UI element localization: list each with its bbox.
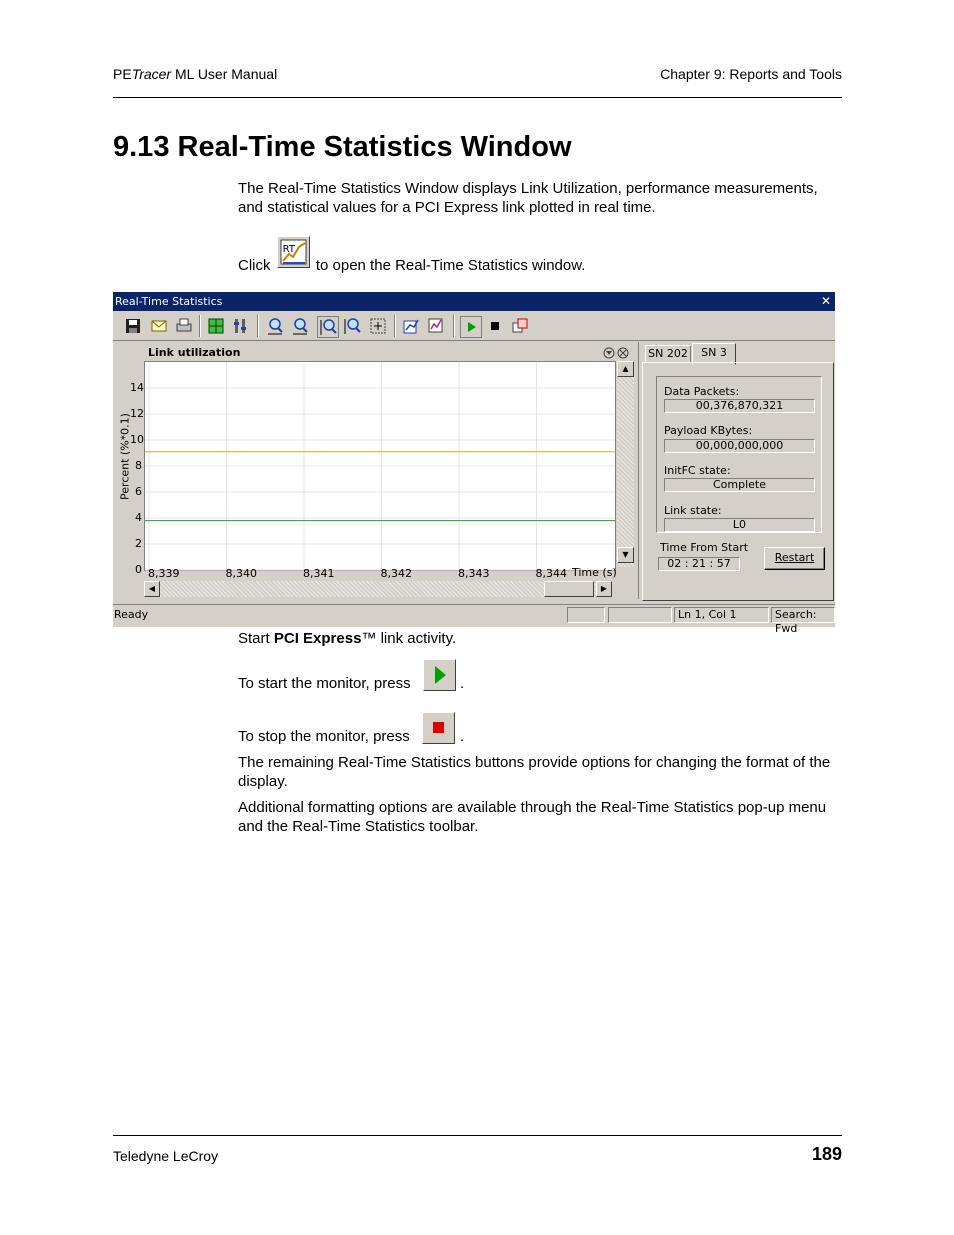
status-bar (113, 604, 835, 635)
settings-icon[interactable] (231, 316, 251, 336)
section-title: 9.13 Real-Time Statistics Window (113, 131, 572, 163)
payload-kbytes-value: 00,000,000,000 (664, 439, 815, 453)
play-icon (424, 660, 455, 690)
zoom-out-vertical-icon[interactable] (342, 316, 362, 336)
remaining-line-2: display. (238, 773, 288, 790)
additional-line-1: Additional formatting options are available through the Real-Time Statistics pop-up menu (238, 799, 827, 816)
zoom-in-vertical-icon[interactable] (317, 316, 339, 338)
link-utilization-pane (114, 342, 639, 599)
stop-icon[interactable] (485, 316, 505, 336)
fit-icon[interactable] (368, 316, 388, 336)
real-time-statistics-window (113, 292, 835, 635)
footer-rule (113, 1135, 842, 1136)
click-after: to open the Real-Time Statistics window. (315, 256, 586, 274)
status-position: Ln 1, Col 1 (674, 607, 769, 623)
x-tick-label: 8,342 (380, 567, 412, 580)
zoom-in-horizontal-icon[interactable] (266, 316, 286, 336)
product-suffix: ML User Manual (171, 66, 278, 82)
initfc-state-value: Complete (664, 478, 815, 492)
start-bold: PCI Express (273, 630, 362, 647)
start-monitor-text: To start the monitor, press (238, 675, 411, 692)
time-from-start-label: Time From Start (660, 541, 749, 554)
start-monitor-button[interactable] (423, 659, 456, 691)
tab-sn-202[interactable]: SN 202 (645, 345, 691, 363)
x-tick-label: 8,343 (458, 567, 490, 580)
toolbar (113, 312, 835, 341)
horizontal-scrollbar[interactable] (144, 581, 612, 597)
close-icon[interactable]: ✕ (820, 294, 831, 308)
y-tick-label: 14 (130, 381, 144, 394)
y-tick-label: 4 (135, 511, 142, 524)
y-tick-label: 6 (135, 485, 142, 498)
window-titlebar (113, 292, 835, 311)
y-tick-label: 8 (135, 459, 142, 472)
print-icon[interactable] (174, 316, 194, 336)
toolbar-separator (257, 315, 259, 337)
link-state-label: Link state: (664, 504, 722, 517)
payload-kbytes-label: Payload KBytes: (664, 424, 753, 437)
detach-icon[interactable] (510, 316, 530, 336)
status-cell-empty-2 (608, 607, 672, 623)
running-header-title (113, 66, 277, 82)
stop-monitor-button[interactable] (422, 712, 455, 744)
pane-buttons (604, 347, 630, 359)
toolbar-separator (199, 315, 201, 337)
footer-company: Teledyne LeCroy (113, 1148, 219, 1164)
scroll-right-icon[interactable]: ▶ (596, 581, 612, 597)
time-from-start-value: 02 : 21 : 57 (658, 557, 740, 571)
x-tick-label: 8,340 (225, 567, 257, 580)
save-icon[interactable] (123, 316, 143, 336)
graph-title: Link utilization (148, 346, 241, 359)
statistics-panel (640, 342, 835, 601)
restart-button[interactable] (764, 547, 825, 570)
start-after: ™ link activity. (361, 630, 457, 647)
stop-icon (423, 713, 454, 743)
link-state-value: L0 (664, 518, 815, 532)
email-icon[interactable] (149, 316, 169, 336)
header-rule (113, 97, 842, 98)
toolbar-separator (394, 315, 396, 337)
chart-type-icon[interactable] (426, 316, 446, 336)
y-tick-label: 2 (135, 537, 142, 550)
click-before: Click (238, 256, 271, 274)
y-axis-label: Percent (%*0.1) (118, 413, 132, 500)
y-tick-label: 10 (130, 433, 144, 446)
layout-icon[interactable] (206, 316, 226, 336)
x-tick-label: 8,344 (535, 567, 567, 580)
stats-group (656, 376, 822, 533)
rt-stats-icon[interactable] (277, 236, 310, 268)
scroll-left-icon[interactable]: ◀ (144, 581, 160, 597)
start-before: Start (238, 630, 274, 647)
product-prefix: PE (113, 66, 132, 82)
remaining-line-1: The remaining Real-Time Statistics buttons provide options for changing the format of the (238, 754, 831, 771)
stop-monitor-text: To stop the monitor, press (238, 728, 410, 745)
status-cell-empty (567, 607, 605, 623)
chart-options-icon[interactable] (401, 316, 421, 336)
zoom-out-horizontal-icon[interactable] (291, 316, 311, 336)
intro-line-2: and statistical values for a PCI Express link plotted in real time. (238, 199, 656, 216)
x-tick-label: 8,339 (148, 567, 180, 580)
window-title: Real-Time Statistics (115, 295, 223, 308)
chart-plot (144, 361, 616, 571)
scroll-down-icon[interactable]: ▼ (617, 547, 634, 563)
scroll-up-icon[interactable]: ▲ (617, 361, 634, 377)
rt-icon-text: RT (282, 244, 296, 255)
data-packets-value: 00,376,870,321 (664, 399, 815, 413)
start-activity-text (238, 629, 456, 648)
y-tick-label: 12 (130, 407, 144, 420)
product-italic: Tracer (131, 66, 172, 82)
x-tick-label: 8,341 (303, 567, 335, 580)
initfc-state-label: InitFC state: (664, 464, 731, 477)
data-packets-label: Data Packets: (664, 385, 740, 398)
tab-sn-3[interactable]: SN 3 (692, 343, 736, 365)
additional-line-2: and the Real-Time Statistics toolbar. (238, 818, 479, 835)
click-instruction (238, 236, 586, 274)
scroll-thumb[interactable] (544, 581, 594, 597)
page-number: 189 (811, 1144, 842, 1164)
play-icon[interactable] (460, 316, 482, 338)
tab-content (642, 362, 834, 601)
period-2: . (460, 728, 465, 745)
vertical-scrollbar[interactable] (617, 361, 634, 567)
status-ready: Ready (114, 608, 149, 621)
x-axis-label: Time (s) (572, 566, 617, 579)
status-search: Search: Fwd (771, 607, 835, 623)
period-1: . (460, 675, 465, 692)
intro-line-1: The Real-Time Statistics Window displays Link Utilization, performance measurements, (238, 180, 818, 197)
restart-label: Restart (774, 551, 815, 564)
toolbar-separator (453, 315, 455, 337)
y-tick-label: 0 (135, 563, 142, 576)
running-header-chapter: Chapter 9: Reports and Tools (660, 66, 842, 82)
